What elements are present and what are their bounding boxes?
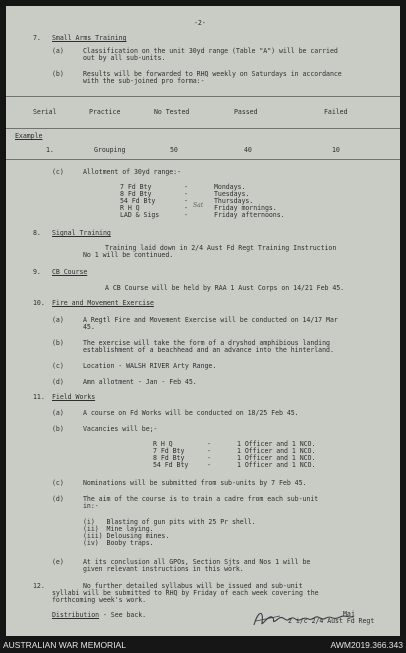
table-header: No Tested — [154, 108, 190, 116]
paragraph-line: with the sub-joined pro forma:- — [83, 77, 205, 85]
distribution-label: Distribution — [52, 611, 100, 619]
allotment-unit: 8 Fd Bty — [120, 190, 152, 198]
item-label: (c) — [52, 168, 64, 176]
item-label: (d) — [52, 495, 64, 503]
page-number: -2- — [194, 19, 206, 27]
paragraph-line: Allotment of 30yd range:- — [83, 168, 181, 176]
section-title: CB Course — [52, 268, 88, 276]
paragraph-line: Results will be forwarded to RHQ weekly on Saturdays in accordance — [83, 70, 342, 78]
section-title: Field Works — [52, 393, 96, 401]
allotment-sep: - — [184, 190, 188, 198]
handwritten-annotation: Sat — [193, 202, 204, 209]
section-title: Signal Training — [52, 229, 111, 237]
vacancy-sep: - — [207, 454, 211, 462]
section-title: Fire and Movement Exercise — [52, 299, 154, 307]
allotment-day: Mondays. — [214, 183, 246, 191]
vacancy-unit: 8 Fd Bty — [153, 454, 185, 462]
paragraph-line: 45. — [83, 323, 95, 331]
item-label: (a) — [52, 47, 64, 55]
paragraph-line: No further detailed syllabus will be issued and sub-unit — [83, 582, 303, 590]
allotment-day: Thursdays. — [214, 197, 254, 205]
item-label: (a) — [52, 409, 64, 417]
allotment-sep: - — [184, 211, 188, 219]
paragraph-line: Training laid down in 2/4 Aust Fd Regt Training Instruction — [105, 244, 337, 252]
list-item: (iv) Booby traps. — [83, 539, 154, 547]
list-item: (ii) Mine laying. — [83, 525, 154, 533]
table-rule-top — [6, 96, 400, 97]
allotment-sep: - — [184, 204, 188, 212]
paragraph-line: in:- — [83, 502, 99, 510]
paragraph-line: syllabi will be submitted to RHQ by Friday of each week covering the — [52, 589, 319, 597]
paragraph-line: Nominations will be submitted from sub-units by 7 Feb 45. — [83, 479, 307, 487]
vacancy-text: 1 Officer and 1 NCO. — [237, 447, 316, 455]
section-number: 7. — [33, 34, 41, 42]
table-header: Serial — [33, 108, 57, 116]
table-header: Passed — [234, 108, 258, 116]
item-label: (d) — [52, 378, 64, 386]
table-cell: 1. — [46, 146, 54, 154]
vacancy-text: 1 Officer and 1 NCO. — [237, 440, 316, 448]
allotment-sep: - — [184, 197, 188, 205]
paragraph-line: A CB Course will be held by RAA 1 Aust Corps on 14/21 Feb 45. — [105, 284, 345, 292]
allotment-unit: 7 Fd Bty — [120, 183, 152, 191]
example-label: Example — [15, 132, 43, 140]
table-cell: 10 — [332, 146, 340, 154]
item-label: (b) — [52, 70, 64, 78]
paragraph-line: The aim of the course is to train a cadre from each sub-unit — [83, 495, 319, 503]
paragraph-line: No 1 will be continued. — [83, 251, 174, 259]
table-header: Failed — [324, 108, 348, 116]
list-item: (i) Blasting of gun pits with 25 Pr shell. — [83, 518, 256, 526]
section-number: 8. — [33, 229, 41, 237]
allotment-day: Friday mornings. — [214, 204, 277, 212]
vacancy-unit: R H Q — [153, 440, 173, 448]
paragraph-line: out by all sub-units. — [83, 54, 166, 62]
signatory-rank: Maj — [343, 610, 355, 618]
item-label: (b) — [52, 425, 64, 433]
table-rule-mid — [6, 128, 400, 129]
table-cell: 50 — [170, 146, 178, 154]
allotment-sep: - — [184, 183, 188, 191]
paragraph-line: Amn allotment - Jan - Feb 45. — [83, 378, 197, 386]
vacancy-unit: 7 Fd Bty — [153, 447, 185, 455]
vacancy-sep: - — [207, 461, 211, 469]
paragraph-line: establishment of a beachhead and an advance into the hinterland. — [83, 346, 334, 354]
vacancy-text: 1 Officer and 1 NCO. — [237, 461, 316, 469]
paragraph-line: At its conclusion all GPOs, Section Sjts and Nos 1 will be — [83, 558, 311, 566]
paragraph-line: Vacancies will be;- — [83, 425, 158, 433]
footer-source: AUSTRALIAN WAR MEMORIAL — [3, 640, 126, 650]
paragraph-line: A course on Fd Works will be conducted on 18/25 Feb 45. — [83, 409, 299, 417]
allotment-unit: 54 Fd Bty — [120, 197, 156, 205]
paragraph-line: Classification on the unit 30yd range (Table "A") will be carried — [83, 47, 338, 55]
table-cell: 40 — [244, 146, 252, 154]
table-cell: Grouping — [94, 146, 126, 154]
section-number: 9. — [33, 268, 41, 276]
vacancy-sep: - — [207, 447, 211, 455]
document-page — [6, 6, 400, 636]
item-label: (e) — [52, 558, 64, 566]
paragraph-line: forthcoming week's work. — [52, 596, 147, 604]
vacancy-sep: - — [207, 440, 211, 448]
allotment-unit: LAD & Sigs — [120, 211, 160, 219]
allotment-day: Friday afternoons. — [214, 211, 285, 219]
section-title: Small Arms Training — [52, 34, 127, 42]
item-label: (c) — [52, 479, 64, 487]
signatory-title: 2 i/c 2/4 Aust Fd Regt — [288, 617, 375, 625]
allotment-day: Tuesdays. — [214, 190, 250, 198]
list-item: (iii) Delousing mines. — [83, 532, 170, 540]
allotment-unit: R H Q — [120, 204, 140, 212]
table-header: Practice — [89, 108, 121, 116]
paragraph-line: The exercise will take the form of a dryshod amphibious landing — [83, 339, 330, 347]
distribution-line — [52, 612, 146, 619]
table-rule-bottom — [6, 159, 400, 160]
paragraph-line: given relevant instructions in this work. — [83, 565, 244, 573]
distribution-text: - See back. — [102, 611, 147, 619]
item-label: (a) — [52, 316, 64, 324]
vacancy-unit: 54 Fd Bty — [153, 461, 189, 469]
item-label: (c) — [52, 362, 64, 370]
section-number: 10. — [33, 299, 45, 307]
section-number: 11. — [33, 393, 45, 401]
paragraph-line: Location - WALSH RIVER Arty Range. — [83, 362, 217, 370]
vacancy-text: 1 Officer and 1 NCO. — [237, 454, 316, 462]
paragraph-line: A Regtl Fire and Movement Exercise will be conducted on 14/17 Mar — [83, 316, 338, 324]
footer-accession-number: AWM2019.366.343 — [330, 640, 403, 650]
archive-footer — [0, 637, 406, 653]
section-number: 12. — [33, 582, 45, 590]
item-label: (b) — [52, 339, 64, 347]
